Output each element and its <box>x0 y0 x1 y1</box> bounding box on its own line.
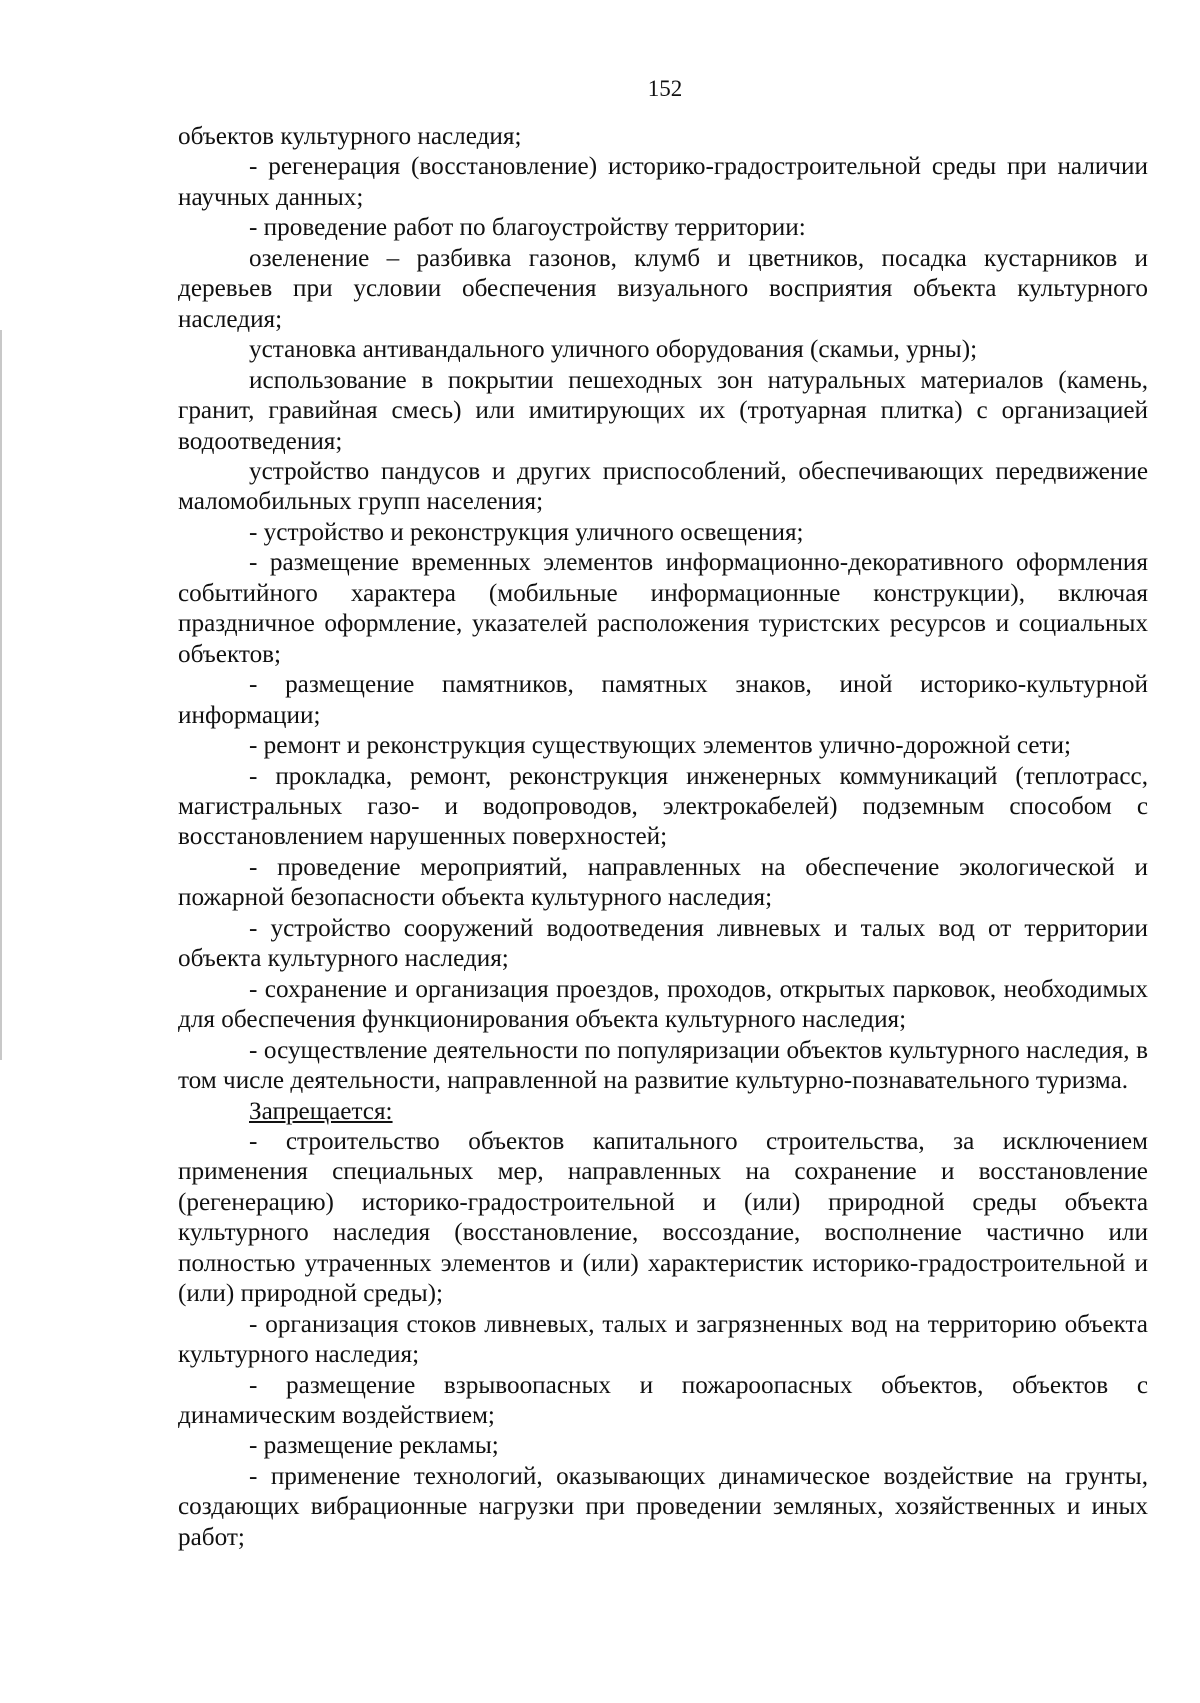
paragraph: - проведение работ по благоустройству территории: <box>249 214 806 242</box>
paragraph: - строительство объектов капитального строительства, за исключением применения специальных мер, направленных на сохранение и восстановление (регенерацию) историко-градостроительной и (или) природной среды объекта культурного наследия (восстановление, воссоздание, восполнение частично или полностью утраченных элементов и (или) характеристик историко-градостроительной и (или) природной среды); <box>178 1127 1148 1308</box>
page-number: 152 <box>647 76 683 101</box>
paragraph: - осуществление деятельности по популяризации объектов культурного наследия, в том числе деятельности, направленной на развитие культурно-познавательного туризма. <box>178 1036 1148 1095</box>
paragraph: - организация стоков ливневых, талых и загрязненных вод на территорию объекта культурного наследия; <box>178 1310 1148 1369</box>
paragraph: - размещение рекламы; <box>249 1432 499 1460</box>
paragraph: устройство пандусов и других приспособлений, обеспечивающих передвижение маломобильных групп населения; <box>178 457 1148 516</box>
scan-edge-line <box>0 330 2 1060</box>
paragraph: - ремонт и реконструкция существующих элементов улично-дорожной сети; <box>249 732 1072 760</box>
paragraph: - устройство и реконструкция уличного освещения; <box>249 518 804 546</box>
paragraph: установка антивандального уличного оборудования (скамьи, урны); <box>249 336 978 364</box>
paragraph: - размещение памятников, памятных знаков, иной историко-культурной информации; <box>178 671 1148 729</box>
paragraph: - применение технологий, оказывающих динамическое воздействие на грунты, создающих вибрационные нагрузки при проведении земляных, хозяйственных и иных работ; <box>178 1462 1148 1551</box>
paragraph: озеленение – разбивка газонов, клумб и цветников, посадка кустарников и деревьев при условии обеспечения визуального восприятия объекта культурного наследия; <box>178 244 1148 333</box>
paragraph: - размещение временных элементов информационно-декоративного оформления событийного характера (мобильные информационные конструкции), включая праздничное оформление, указателей расположения туристских ресурсов и социальных объектов; <box>178 549 1148 668</box>
paragraph: - проведение мероприятий, направленных на обеспечение экологической и пожарной безопасности объекта культурного наследия; <box>178 853 1148 912</box>
paragraph: объектов культурного наследия; <box>178 123 522 150</box>
section-heading-prohibited <box>178 1097 1148 1127</box>
paragraph: использование в покрытии пешеходных зон натуральных материалов (камень, гранит, гравийная смесь) или имитирующих их (тротуарная плитка) с организацией водоотведения; <box>178 366 1148 455</box>
paragraph: - устройство сооружений водоотведения ливневых и талых вод от территории объекта культурного наследия; <box>178 914 1148 973</box>
paragraph: - сохранение и организация проездов, проходов, открытых парковок, необходимых для обеспечения функционирования объекта культурного наследия; <box>178 975 1148 1034</box>
paragraph: - размещение взрывоопасных и пожароопасных объектов, объектов с динамическим воздействием; <box>178 1371 1148 1430</box>
document-body <box>178 122 1148 1553</box>
section-heading-text: Запрещается: <box>249 1097 393 1125</box>
paragraph: - регенерация (восстановление) историко-градостроительной среды при наличии научных данных; <box>178 153 1148 211</box>
paragraph: - прокладка, ремонт, реконструкция инженерных коммуникаций (теплотрасс, магистральных газо- и водопроводов, электрокабелей) подземным способом с восстановлением нарушенных поверхностей; <box>178 762 1148 851</box>
